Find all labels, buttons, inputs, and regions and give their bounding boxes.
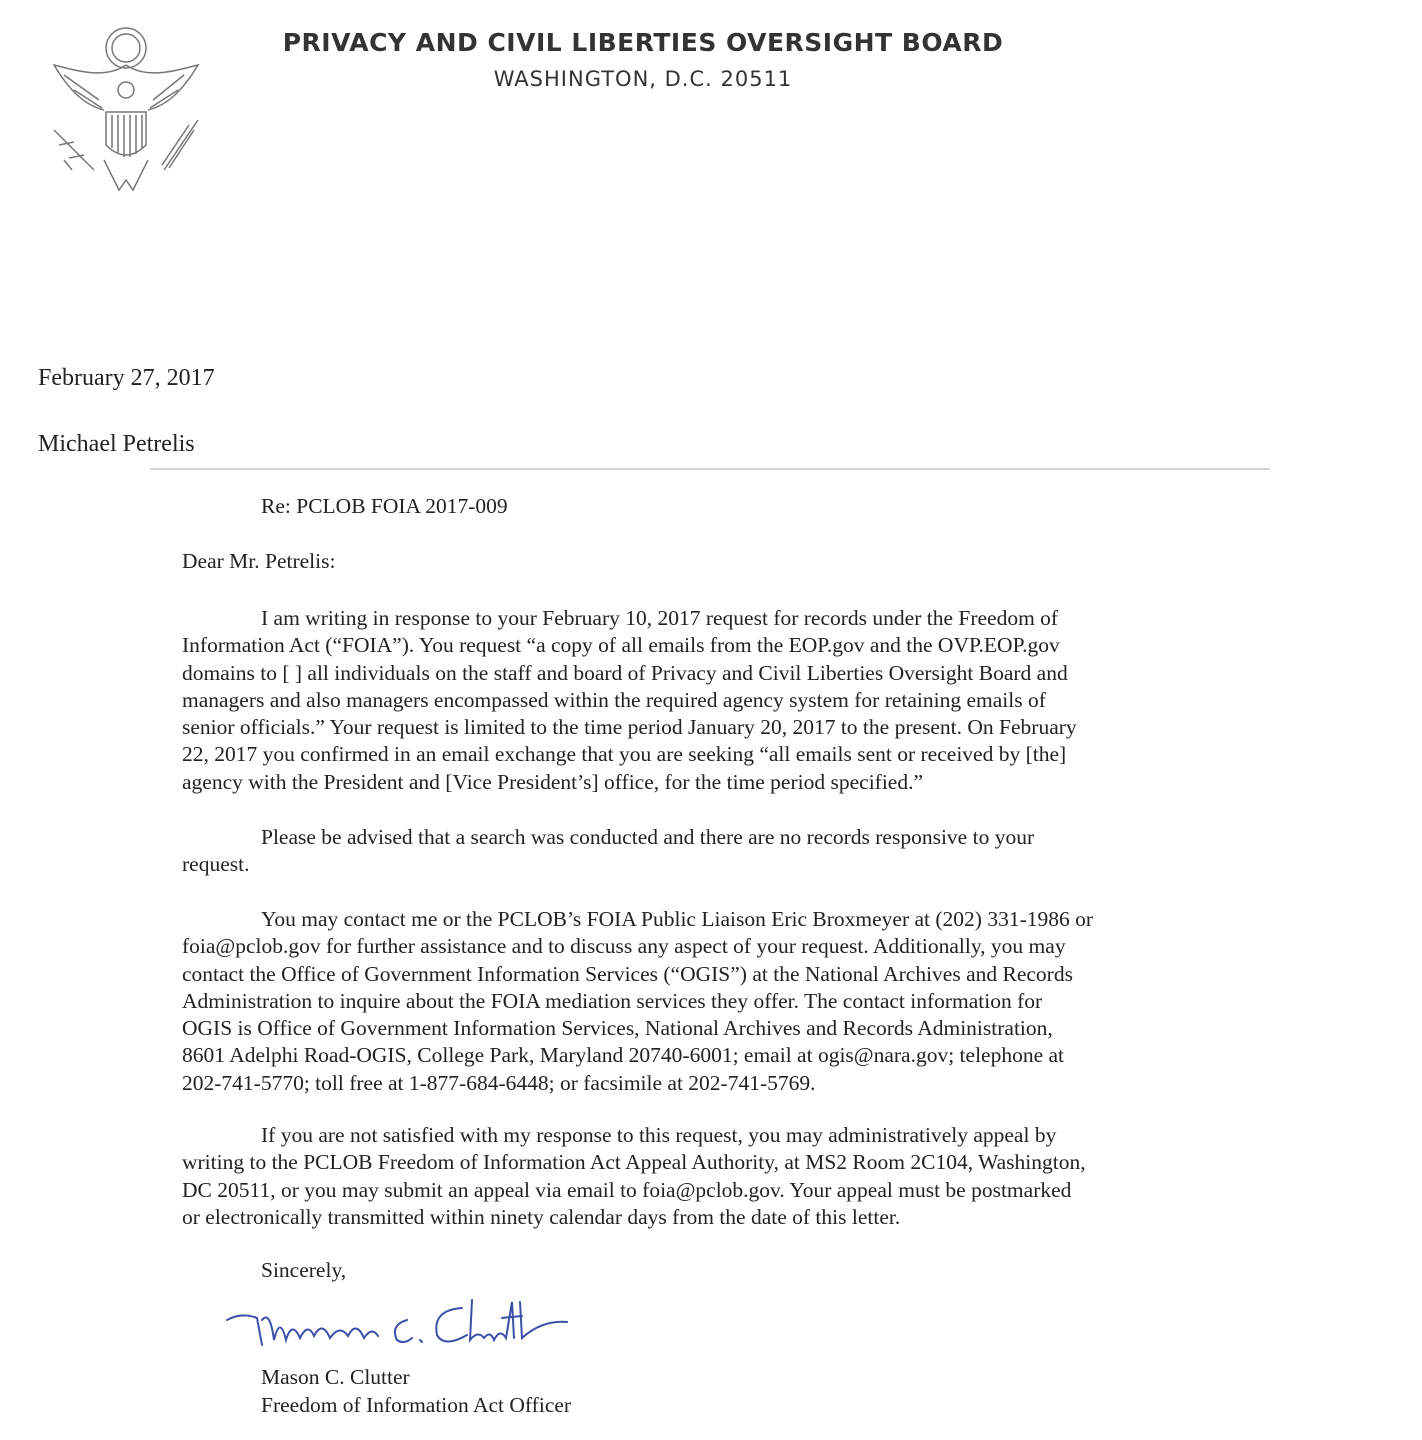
letterhead-organization: PRIVACY AND CIVIL LIBERTIES OVERSIGHT BOARD xyxy=(282,28,1004,57)
text-line: 8601 Adelphi Road-OGIS, College Park, Maryland 20740-6001; email at ogis@nara.gov; telephone at xyxy=(182,1043,1065,1068)
text-line: senior officials.” Your request is limited to the time period January 20, 2017 to the present. On February xyxy=(182,715,1077,740)
paragraph-result xyxy=(182,824,1034,879)
text-line: DC 20511, or you may submit an appeal via email to foia@pclob.gov. Your appeal must be postmarked xyxy=(182,1177,1072,1202)
text-line: Administration to inquire about the FOIA mediation services they offer. The contact information for xyxy=(182,988,1043,1013)
text-line: or electronically transmitted within ninety calendar days from the date of this letter. xyxy=(182,1204,901,1229)
text-line: Information Act (“FOIA”). You request “a copy of all emails from the EOP.gov and the OVP.EOP.gov xyxy=(182,633,1060,658)
text-line: If you are not satisfied with my response to this request, you may administratively appeal by xyxy=(261,1123,1057,1147)
text-line: 22, 2017 you confirmed in an email exchange that you are seeking “all emails sent or received by [the] xyxy=(182,742,1067,767)
text-line: foia@pclob.gov for further assistance and to discuss any aspect of your request. Additionally, you may xyxy=(182,934,1066,959)
letter-date: February 27, 2017 xyxy=(38,365,215,391)
text-line: agency with the President and [Vice President’s] office, for the time period specified.” xyxy=(182,769,924,794)
closing: Sincerely, xyxy=(261,1258,347,1282)
text-line: contact the Office of Government Information Services (“OGIS”) at the National Archives and Records xyxy=(182,961,1073,986)
paragraph-contact xyxy=(182,906,1093,1097)
divider xyxy=(150,468,1270,470)
letterhead-address: WASHINGTON, D.C. 20511 xyxy=(493,67,793,91)
handwritten-signature xyxy=(222,1290,582,1360)
paragraph-request xyxy=(182,605,1077,796)
text-line: writing to the PCLOB Freedom of Information Act Appeal Authority, at MS2 Room 2C104, Washington, xyxy=(182,1150,1086,1175)
text-line: managers and also managers encompassed within the required agency system for retaining emails of xyxy=(182,687,1046,712)
text-line: domains to [ ] all individuals on the staff and board of Privacy and Civil Liberties Oversight Board and xyxy=(182,660,1068,685)
signer-title: Freedom of Information Act Officer xyxy=(261,1393,572,1417)
text-line: You may contact me or the PCLOB’s FOIA Public Liaison Eric Broxmeyer at (202) 331-1986 or xyxy=(261,907,1094,931)
text-line: request. xyxy=(182,852,250,877)
text-line: I am writing in response to your February 10, 2017 request for records under the Freedom of xyxy=(261,606,1059,630)
text-line: 202-741-5770; toll free at 1-877-684-6448; or facsimile at 202-741-5769. xyxy=(182,1070,816,1095)
text-line: OGIS is Office of Government Information Services, National Archives and Records Administration, xyxy=(182,1016,1053,1041)
text-line: Please be advised that a search was conducted and there are no records responsive to your xyxy=(261,825,1035,849)
recipient-name: Michael Petrelis xyxy=(38,431,195,457)
signer-name: Mason C. Clutter xyxy=(261,1365,410,1389)
paragraph-appeal xyxy=(182,1122,1086,1231)
reference-line: Re: PCLOB FOIA 2017-009 xyxy=(261,494,508,518)
salutation: Dear Mr. Petrelis: xyxy=(182,549,336,573)
